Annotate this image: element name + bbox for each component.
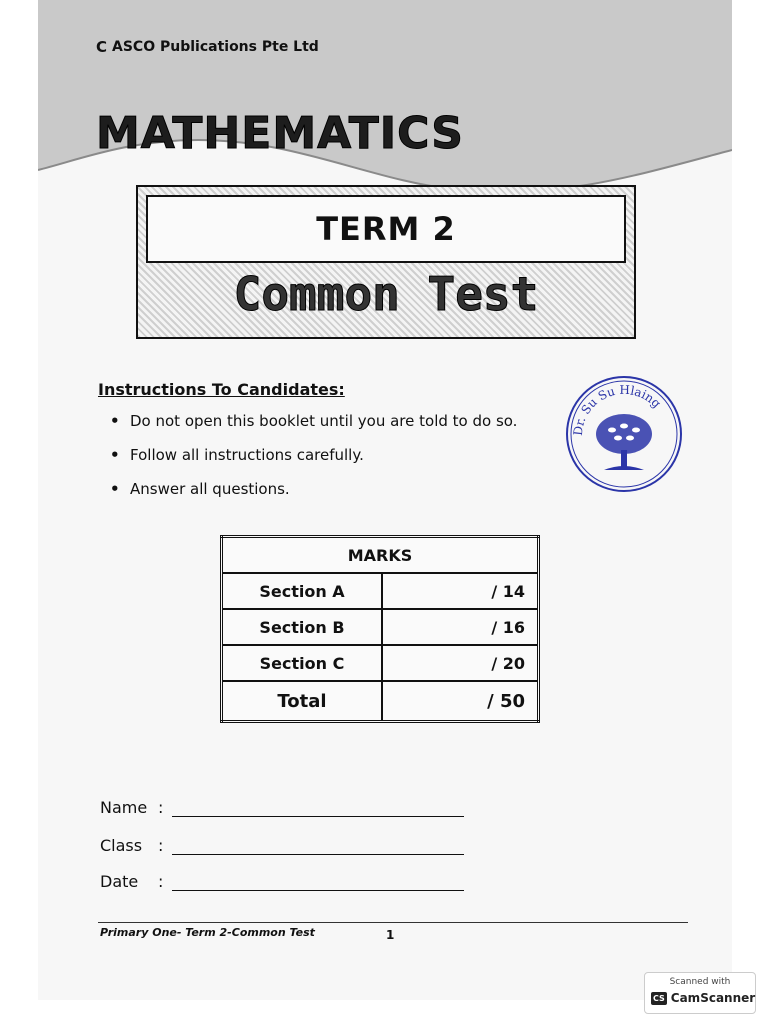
camscanner-logo-icon: CS	[653, 993, 665, 1003]
publisher-brand	[96, 38, 319, 56]
footer-divider	[98, 922, 688, 923]
page-number: 1	[386, 928, 395, 942]
publisher-name: ASCO Publications Pte Ltd	[112, 39, 319, 55]
marks-table	[220, 535, 540, 723]
instruction-item: • Answer all questions.	[110, 480, 290, 498]
publisher-logo-icon: C	[96, 38, 108, 56]
date-input-line[interactable]	[172, 874, 464, 891]
table-row-total	[222, 681, 539, 722]
class-input-line[interactable]	[172, 838, 464, 855]
instructions-list	[110, 412, 517, 514]
class-field: Class :	[100, 836, 464, 855]
section-label: Section B	[222, 609, 383, 645]
section-max: / 16	[382, 609, 539, 645]
total-label: Total	[222, 681, 383, 722]
date-label: Date	[100, 872, 139, 891]
section-max: / 20	[382, 645, 539, 681]
scanner-caption: Scanned with	[669, 977, 731, 987]
scanner-brand	[651, 991, 755, 1005]
stamp-text: Dr. Su Su Hlaing	[570, 382, 664, 437]
section-label: Section A	[222, 573, 383, 609]
test-name: Common Test	[233, 267, 539, 321]
bullet-icon: •	[110, 446, 120, 464]
total-max: / 50	[382, 681, 539, 722]
table-row	[222, 573, 539, 609]
tree-icon	[596, 414, 652, 470]
scanner-badge	[644, 972, 756, 1014]
bullet-icon: •	[110, 480, 120, 498]
name-input-line[interactable]	[172, 800, 464, 817]
section-max: / 14	[382, 573, 539, 609]
instructions-title: Instructions To Candidates:	[98, 380, 345, 399]
bullet-icon: •	[110, 412, 120, 430]
term-label: TERM 2	[146, 195, 626, 263]
name-field: Name :	[100, 798, 464, 817]
table-row	[222, 645, 539, 681]
date-field: Date :	[100, 872, 464, 891]
instruction-item: • Follow all instructions carefully.	[110, 446, 364, 464]
author-stamp	[564, 374, 684, 494]
instruction-item: • Do not open this booklet until you are told to do so.	[110, 412, 518, 430]
table-row	[222, 609, 539, 645]
section-label: Section C	[222, 645, 383, 681]
subject-title: MATHEMATICS	[96, 108, 464, 159]
test-title-box	[136, 185, 636, 339]
scanner-brand-name: CamScanner	[670, 991, 756, 1005]
footer-title: Primary One- Term 2-Common Test	[100, 926, 315, 939]
name-label: Name	[100, 798, 148, 817]
marks-table-header: MARKS	[222, 537, 539, 574]
header-wave-banner	[38, 0, 732, 205]
class-label: Class	[100, 836, 143, 855]
